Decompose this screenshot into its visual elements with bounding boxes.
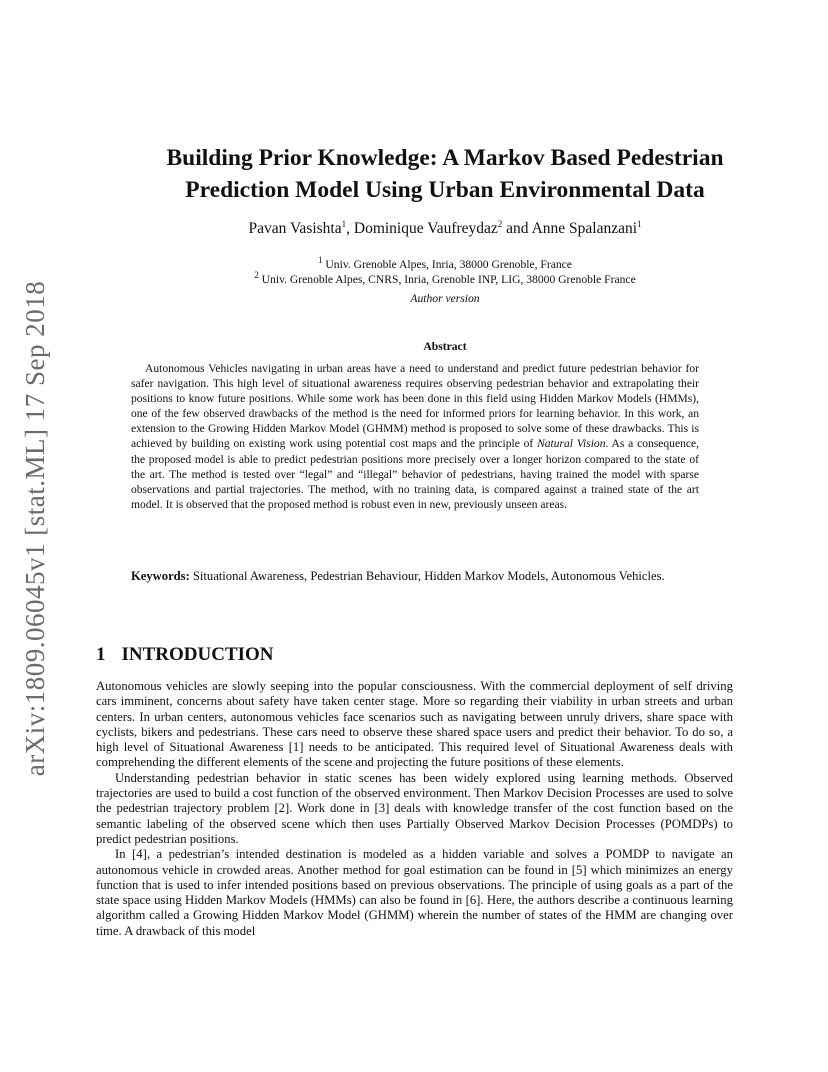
arxiv-identifier-text: arXiv:1809.06045v1 [stat.ML] 17 Sep 2018 <box>20 280 51 776</box>
affiliation-text: Univ. Grenoble Alpes, Inria, 38000 Grenoble, France <box>322 257 572 271</box>
affiliation-mark: 1 <box>318 255 323 265</box>
keywords <box>131 568 699 584</box>
author-list <box>70 219 820 238</box>
paper-title-line-2: Prediction Model Using Urban Environmental Data <box>185 177 705 203</box>
author-separator: and <box>502 220 532 238</box>
keywords-label: Keywords: <box>131 569 190 583</box>
author-name: Dominique Vaufreydaz <box>353 220 498 238</box>
abstract-text <box>131 362 699 513</box>
section-number: 1 <box>96 644 106 665</box>
affiliation-mark: 2 <box>254 270 259 280</box>
section-body <box>96 679 733 939</box>
affiliation <box>70 255 820 271</box>
author-affiliation-mark: 1 <box>341 219 347 229</box>
section-title: INTRODUCTION <box>121 644 274 665</box>
author-affiliation-mark: 2 <box>497 219 503 229</box>
author-separator: , <box>346 220 354 238</box>
author-name: Anne Spalanzani <box>531 220 638 238</box>
abstract-text-part: . As a consequence, the proposed model is able to predict pedestrian positions more precisely over a longer horizon compared to the state of the art. The method is tested over “legal” and “illegal” behavior of pedestrians, having trained the model with sparse observations and partial trajectories. The method, with no training data, is compared against a trained state of the art model. It is observed that the proposed method is robust even in new, previously unseen areas. <box>131 438 699 511</box>
affiliation-text: Univ. Grenoble Alpes, CNRS, Inria, Grenoble INP, LIG, 38000 Grenoble France <box>258 272 636 286</box>
arxiv-identifier <box>16 280 56 776</box>
section-heading <box>96 644 274 666</box>
body-paragraph: Understanding pedestrian behavior in static scenes has been widely explored using learning methods. Observed trajectories are used to build a cost function of the observed environment. Then Markov Decision Processes are used to solve the pedestrian trajectory problem [2]. Work done in [3] deals with knowledge transfer of the cost function based on the semantic labeling of the observed scene which then uses Partially Observed Markov Decision Processes (POMDPs) to predict pedestrian positions. <box>96 770 733 846</box>
affiliation <box>70 270 820 286</box>
abstract-italic-term: Natural Vision <box>537 438 606 451</box>
abstract-heading: Abstract <box>423 340 467 353</box>
body-paragraph: Autonomous vehicles are slowly seeping into the popular consciousness. With the commercial deployment of self driving cars imminent, concerns about safety have taken center stage. More so regarding their viability in urban streets and urban centers. In urban centers, autonomous vehicles face scenarios such as navigating between unruly drivers, share space with cyclists, bikers and pedestrians. These cars need to observe these shared space users and predict their behavior. To do so, a high level of Situational Awareness [1] needs to be anticipated. This required level of Situational Awareness deals with comprehending the different elements of the scene and projecting the future positions of these elements. <box>96 679 733 770</box>
keywords-text: Situational Awareness, Pedestrian Behaviour, Hidden Markov Models, Autonomous Vehicles. <box>189 569 665 583</box>
paper-title <box>70 142 820 206</box>
abstract-text-part: Autonomous Vehicles navigating in urban areas have a need to understand and predict future pedestrian behavior for safer navigation. This high level of situational awareness requires observing pedestrian behavior and extrapolating their positions to know future positions. While some work has been done in this field using Hidden Markov Models (HMMs), one of the few observed drawbacks of the method is the need for informed priors for learning behavior. In this work, an extension to the Growing Hidden Markov Model (GHMM) method is proposed to solve some of these drawbacks. This is achieved by building on existing work using potential cost maps and the principle of <box>131 363 699 451</box>
author-name: Pavan Vasishta <box>248 220 342 238</box>
body-paragraph: In [4], a pedestrian’s intended destination is modeled as a hidden variable and solves a POMDP to navigate an autonomous vehicle in crowded areas. Another method for goal estimation can be found in [5] which minimizes an energy function that is used to infer intended positions based on previous observations. The principle of using goals as a part of the state space using Hidden Markov Models (HMMs) can also be found in [6]. Here, the authors describe a continuous learning algorithm called a Growing Hidden Markov Model (GHMM) wherein the number of states of the HMM are changing over time. A drawback of this model <box>96 847 733 938</box>
author-affiliation-mark: 1 <box>637 219 642 229</box>
paper-title-line-1: Building Prior Knowledge: A Markov Based Pedestrian <box>166 145 724 171</box>
author-version-note: Author version <box>410 292 480 305</box>
